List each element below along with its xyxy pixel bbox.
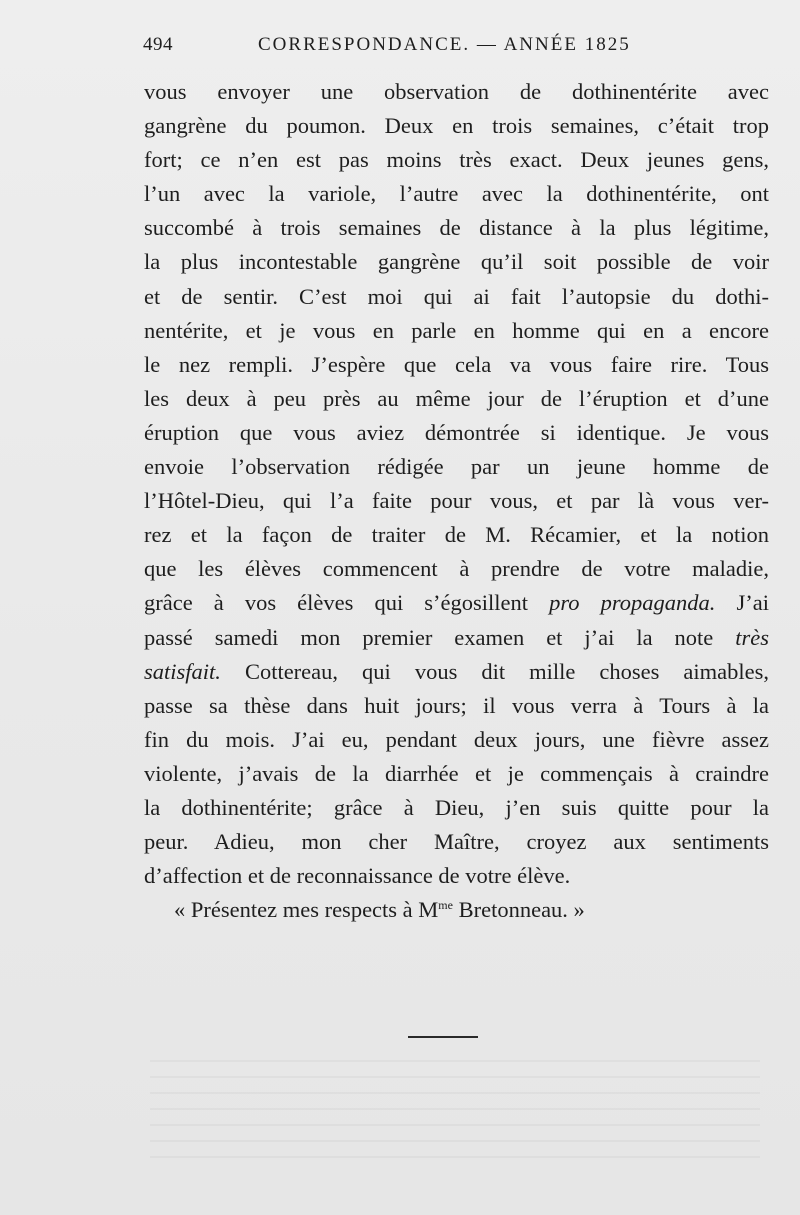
postscript-text-end: Bretonneau. »: [452, 897, 585, 922]
text-line-6: la plus incontestable gangrène qu’il soit possible de voir: [144, 249, 769, 275]
text-line-21: violente, j’avais de la diarrhée et je commençais à craindre: [144, 760, 769, 786]
text-segment: Cottereau, qui vous dit mille choses aimables,: [244, 658, 770, 684]
page-number: 494: [143, 34, 173, 55]
text-line-11: éruption que vous aviez démontrée si identique. Je vous: [144, 419, 769, 445]
text-line-18: [144, 655, 769, 689]
italic-phrase: très: [735, 624, 769, 650]
running-head: CORRESPONDANCE. — ANNÉE 1825: [258, 34, 631, 55]
text-line-20: fin du mois. J’ai eu, pendant deux jours, une fièvre assez: [144, 726, 769, 752]
text-line-7: et de sentir. C’est moi qui ai fait l’autopsie du dothi-: [144, 283, 769, 309]
text-line-5: succombé à trois semaines de distance à la plus légitime,: [144, 215, 769, 241]
italic-phrase: satisfait.: [144, 658, 221, 684]
text-line-13: l’Hôtel-Dieu, qui l’a faite pour vous, et par là vous ver-: [144, 488, 769, 514]
section-divider: [408, 1036, 478, 1038]
text-line-9: le nez rempli. J’espère que cela va vous faire rire. Tous: [144, 351, 769, 377]
text-line-24: d’affection et de reconnaissance de votre élève.: [144, 863, 571, 889]
postscript-superscript: me: [438, 898, 453, 912]
text-line-16: [144, 586, 769, 620]
postscript-text: « Présentez mes respects à M: [174, 897, 439, 922]
text-line-8: nentérite, et je vous en parle en homme qui en a encore: [144, 317, 769, 343]
postscript: [174, 897, 585, 923]
italic-phrase: pro propaganda.: [549, 590, 716, 616]
text-line-10: les deux à peu près au même jour de l’éruption et d’une: [144, 385, 769, 411]
text-line-17: [144, 621, 769, 655]
text-line-2: gangrène du poumon. Deux en trois semaines, c’était trop: [144, 113, 769, 139]
text-line-19: passe sa thèse dans huit jours; il vous verra à Tours à la: [144, 692, 769, 718]
text-line-15: que les élèves commencent à prendre de votre maladie,: [144, 556, 769, 582]
text-line-4: l’un avec la variole, l’autre avec la dothinentérite, ont: [144, 181, 769, 207]
show-through-texture: [150, 1060, 760, 1170]
text-segment: passé samedi mon premier examen et j’ai la note: [144, 624, 714, 650]
text-segment: grâce à vos élèves qui s’égosillent: [144, 590, 529, 616]
text-line-14: rez et la façon de traiter de M. Récamier, et la notion: [144, 522, 769, 548]
letter-text: [144, 75, 769, 893]
text-line-22: la dothinentérite; grâce à Dieu, j’en suis quitte pour la: [144, 794, 769, 820]
text-line-1: vous envoyer une observation de dothinentérite avec: [144, 79, 769, 104]
text-line-23: peur. Adieu, mon cher Maître, croyez aux sentiments: [144, 829, 769, 855]
text-line-3: fort; ce n’en est pas moins très exact. Deux jeunes gens,: [144, 147, 769, 173]
text-line-12: envoie l’observation rédigée par un jeune homme de: [144, 454, 769, 480]
text-segment: J’ai: [736, 590, 769, 616]
